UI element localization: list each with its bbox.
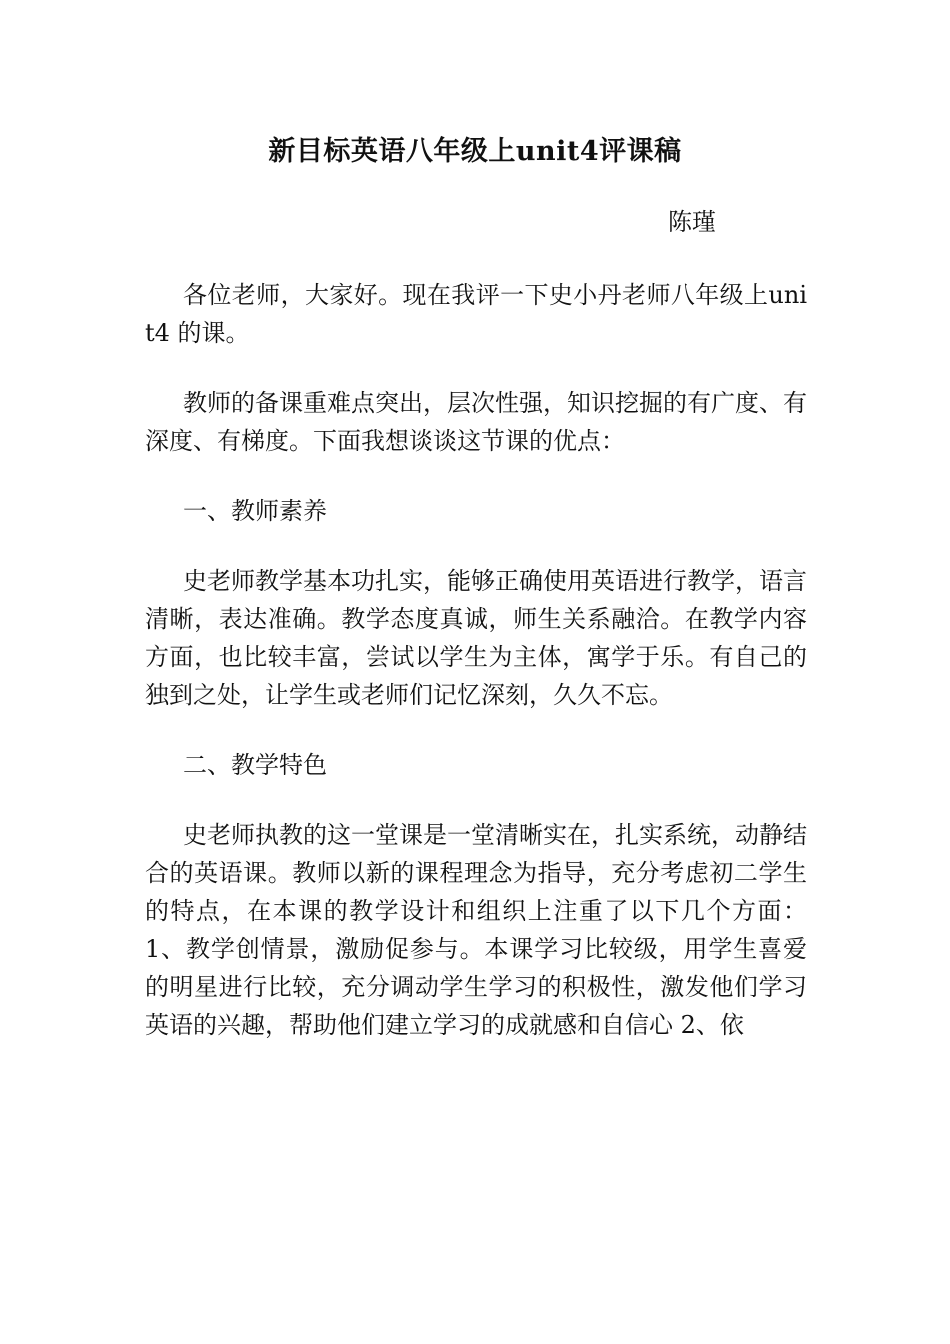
document-title: 新目标英语八年级上unit4评课稿 — [268, 136, 682, 167]
paragraph-greeting: 各位老师，大家好。现在我评一下史小丹老师八年级上unit4 的课。 — [145, 281, 807, 347]
section-heading-teacher-quality: 一、教师素养 — [183, 497, 327, 525]
paragraph-teacher-quality: 史老师教学基本功扎实，能够正确使用英语进行教学，语言清晰，表达准确。教学态度真诚，师生关系融洽。在教学内容方面，也比较丰富，尝试以学生为主体，寓学于乐。有自己的独到之处，让学生或老师们记忆深刻，久久不忘。 — [145, 567, 807, 709]
document-author: 陈瑾 — [668, 208, 716, 236]
section-heading-teaching-features: 二、教学特色 — [183, 751, 327, 779]
paragraph-overview: 教师的备课重难点突出，层次性强，知识挖掘的有广度、有深度、有梯度。下面我想谈谈这节课的优点： — [145, 389, 807, 455]
document-body — [145, 276, 807, 1076]
paragraph-teaching-features: 史老师执教的这一堂课是一堂清晰实在，扎实系统，动静结合的英语课。教师以新的课程理念为指导，充分考虑初二学生的特点，在本课的教学设计和组织上注重了以下几个方面：1、教学创情景，激励促参与。本课学习比较级，用学生喜爱的明星进行比较，充分调动学生学习的积极性，激发他们学习英语的兴趣，帮助他们建立学习的成就感和自信心 2、依 — [145, 821, 807, 1039]
